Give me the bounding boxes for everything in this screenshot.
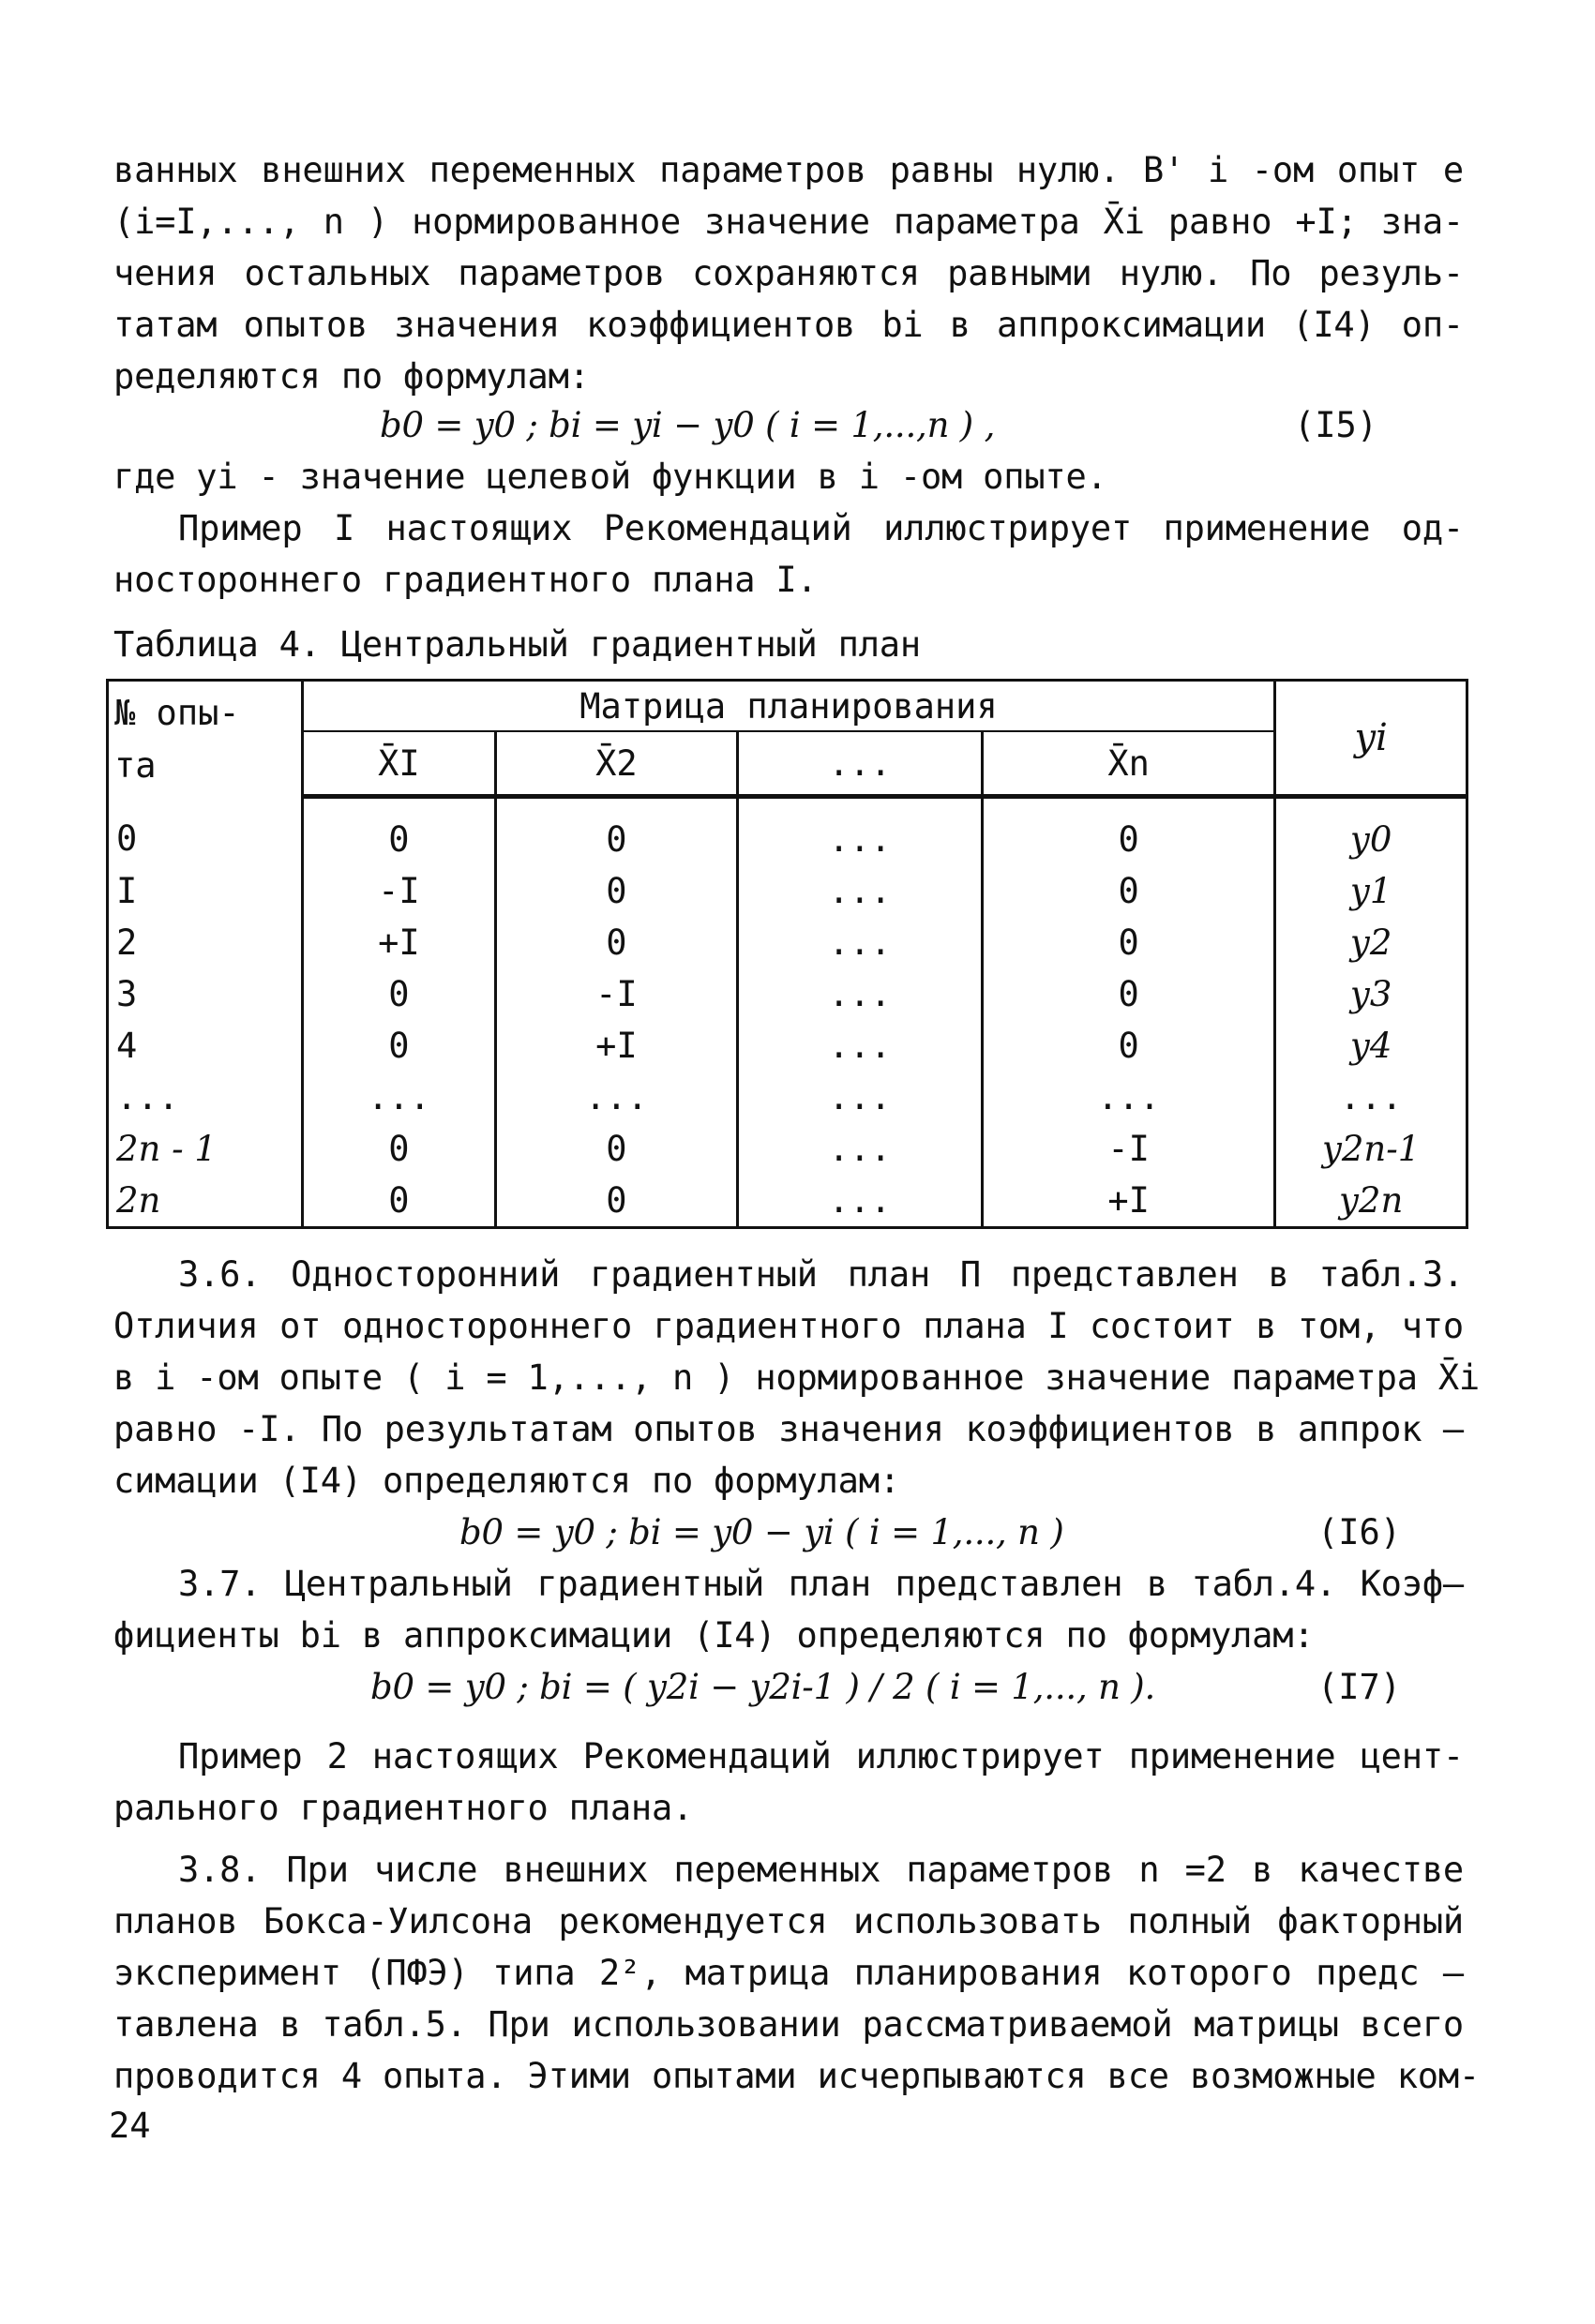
cell: ... [737,1072,982,1123]
equation-number-15: (I5) [1294,405,1378,445]
header-matrix: Матрица планирования [302,681,1275,732]
cell: 0 [496,1123,737,1175]
cell: 0 [302,1020,496,1072]
cell: 0 [983,1020,1275,1072]
header-ellipsis: ... [737,731,982,797]
table-row [108,1072,1467,1123]
cell: ... [1275,1072,1467,1123]
cell: ... [496,1072,737,1123]
cell: 0 [108,797,303,866]
header-run-number-line: № опы- [114,693,240,733]
cell: 0 [302,797,496,866]
gradient-plan-table [106,679,1468,1229]
cell: 0 [983,797,1275,866]
text-line: (i=I,..., n ) нормированное значение параметра X̄i равно +I; зна- [113,202,1464,242]
cell: +I [983,1175,1275,1228]
cell: -I [496,968,737,1020]
equation-number-17: (I7) [1317,1667,1402,1707]
header-xn: X̄n [983,731,1275,797]
text-line: тавлена в табл.5. При использовании рассматриваемой матрицы всего [113,2004,1464,2045]
header-x2: X̄2 [496,731,737,797]
cell: y0 [1275,797,1467,866]
cell: 0 [496,865,737,917]
text-line: планов Бокса-Уилсона рекомендуется использовать полный факторный [113,1901,1464,1942]
text-line: ностороннего градиентного плана I. [113,560,818,600]
header-y: yi [1275,681,1467,797]
cell: -I [302,865,496,917]
cell: ... [737,1123,982,1175]
text-line: Пример 2 настоящих Рекомендаций иллюстрирует применение цент- [178,1736,1464,1777]
cell: ... [737,917,982,968]
text-line: 3.8. При числе внешних переменных параметров n =2 в качестве [178,1850,1464,1890]
header-x1: X̄I [302,731,496,797]
cell: 0 [983,917,1275,968]
header-run-number-line: та [114,745,157,786]
text-line: 3.7. Центральный градиентный план представлен в табл.4. Коэф— [178,1564,1464,1604]
text-line: равно -I. По результатам опытов значения коэффициентов в аппрок — [113,1409,1464,1449]
text-line: где yi - значение целевой функции в i -ом опыте. [113,457,1107,497]
cell: 0 [496,917,737,968]
cell: 0 [302,1123,496,1175]
cell: 2n [108,1175,303,1228]
text-line: симации (I4) определяются по формулам: [113,1461,900,1501]
text-line: 3.6. Односторонний градиентный план П представлен в табл.3. [178,1254,1464,1295]
cell: y4 [1275,1020,1467,1072]
equation-number-16: (I6) [1317,1512,1402,1552]
cell: ... [737,797,982,866]
text-line: ванных внешних переменных параметров равны нулю. В' i -ом опыт е [113,150,1464,190]
cell: y2 [1275,917,1467,968]
table-row [108,797,1467,866]
cell: 0 [496,797,737,866]
cell: 0 [302,968,496,1020]
cell: ... [737,1020,982,1072]
cell: ... [108,1072,303,1123]
cell: ... [983,1072,1275,1123]
cell: I [108,865,303,917]
table-row [108,1123,1467,1175]
cell: ... [737,1175,982,1228]
table-row [108,917,1467,968]
table-row [108,1175,1467,1228]
cell: ... [302,1072,496,1123]
equation-15: b0 = y0 ; bi = yi − y0 ( i = 1,...,n ) , [380,405,996,445]
cell: ... [737,968,982,1020]
cell: +I [496,1020,737,1072]
table-row [108,968,1467,1020]
equation-16: b0 = y0 ; bi = y0 − yi ( i = 1,..., n ) [459,1512,1064,1552]
table-row [108,865,1467,917]
cell: ... [737,865,982,917]
cell: 2n - 1 [108,1123,303,1175]
text-line: Отличия от одностороннего градиентного плана I состоит в том, что [113,1306,1464,1346]
cell: +I [302,917,496,968]
text-line: чения остальных параметров сохраняются равными нулю. По резуль- [113,253,1464,293]
text-line: проводится 4 опыта. Этими опытами исчерпываются все возможные ком- [113,2056,1481,2096]
cell: 2 [108,917,303,968]
text-line: Пример I настоящих Рекомендаций иллюстрирует применение од- [178,508,1464,548]
cell: y2n-1 [1275,1123,1467,1175]
cell: -I [983,1123,1275,1175]
cell: y1 [1275,865,1467,917]
text-line: ределяются по формулам: [113,356,590,397]
cell: 4 [108,1020,303,1072]
equation-17: b0 = y0 ; bi = ( y2i − y2i-1 ) / 2 ( i = 1,..., n ). [370,1667,1156,1707]
table-caption: Таблица 4. Центральный градиентный план [113,624,921,665]
text-line: в i -ом опыте ( i = 1,..., n ) нормированное значение параметра X̄i [113,1357,1481,1398]
text-line: татам опытов значения коэффициентов bi в аппроксимации (I4) оп- [113,305,1464,345]
cell: 0 [983,968,1275,1020]
header-run-number [108,681,303,797]
cell: 0 [496,1175,737,1228]
text-line: рального градиентного плана. [113,1788,694,1828]
cell: 3 [108,968,303,1020]
page-number: 24 [109,2106,151,2146]
cell: y2n [1275,1175,1467,1228]
text-line: фициенты bi в аппроксимации (I4) определяются по формулам: [113,1615,1315,1656]
text-line: эксперимент (ПФЭ) типа 2², матрица планирования которого предс — [113,1953,1464,1993]
cell: 0 [983,865,1275,917]
table-row [108,1020,1467,1072]
cell: y3 [1275,968,1467,1020]
cell: 0 [302,1175,496,1228]
